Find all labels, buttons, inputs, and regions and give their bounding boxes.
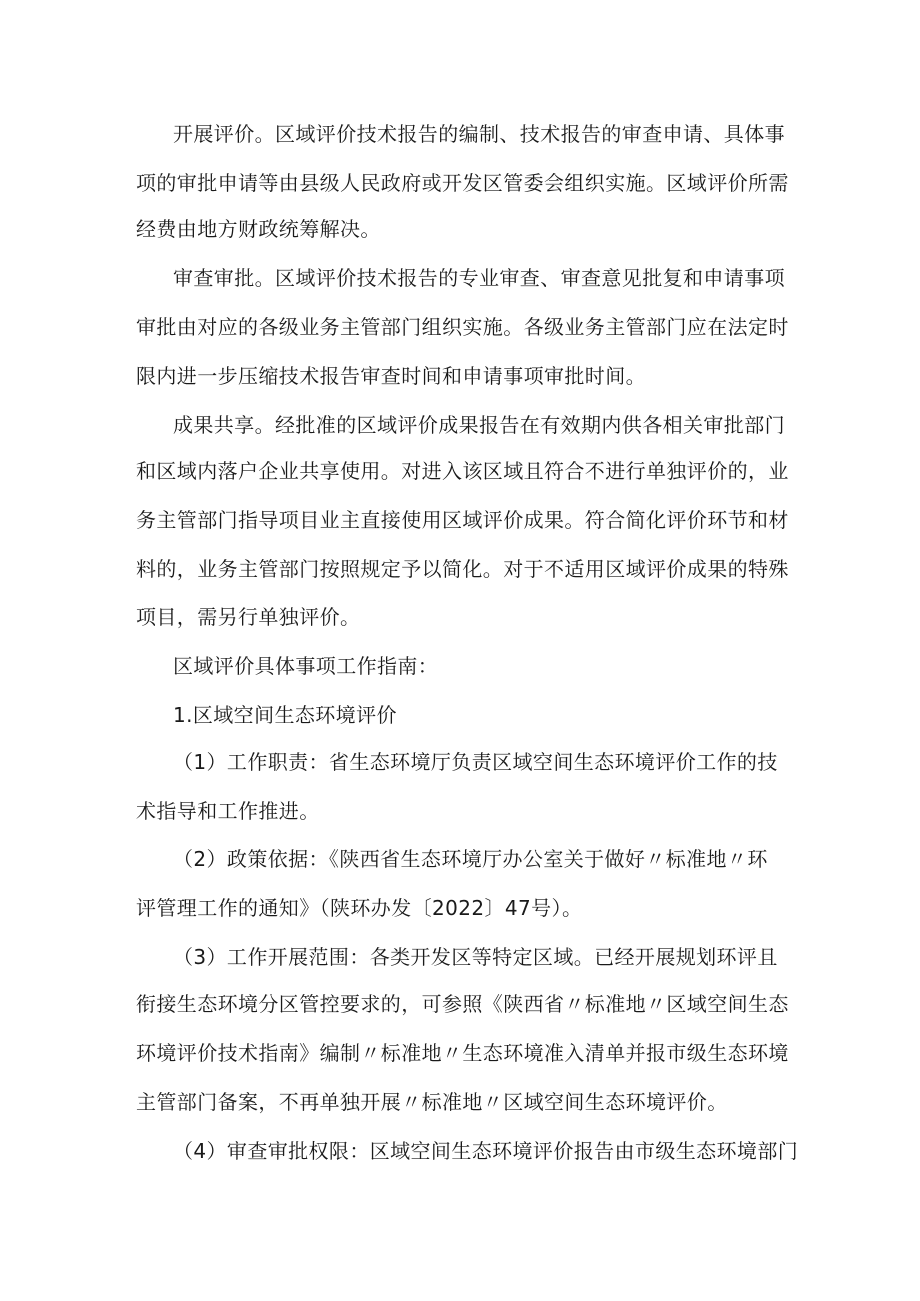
paragraph-line: 项目，需另行单独评价。 (136, 605, 361, 629)
paragraph-line: 开展评价。区域评价技术报告的编制、技术报告的审查申请、具体事 (173, 122, 785, 146)
item-line: （4）审查审批权限：区域空间生态环境评价报告由市级生态环境部门 (173, 1139, 799, 1163)
paragraph-line: 限内进一步压缩技术报告审查时间和申请事项审批时间。 (136, 364, 646, 388)
paragraph-line: 审查审批。区域评价技术报告的专业审查、审查意见批复和申请事项 (173, 266, 785, 290)
section-intro: 区域评价具体事项工作指南： (173, 654, 439, 678)
item-line: 衔接生态环境分区管控要求的，可参照《陕西省〃标准地〃区域空间生态 (136, 992, 789, 1016)
paragraph-line: 成果共享。经批准的区域评价成果报告在有效期内供各相关审批部门 (173, 413, 785, 437)
item-line: 主管部门备案，不再单独开展〃标准地〃区域空间生态环境评价。 (136, 1090, 728, 1114)
item-line: （3）工作开展范围：各类开发区等特定区域。已经开展规划环评且 (173, 945, 778, 969)
paragraph-line: 审批由对应的各级业务主管部门组织实施。各级业务主管部门应在法定时 (136, 315, 789, 339)
item-line: （2）政策依据：《陕西省生态环境厅办公室关于做好〃标准地〃环 (173, 847, 768, 871)
paragraph-line: 和区域内落户企业共享使用。对进入该区域且符合不进行单独评价的，业 (136, 459, 789, 483)
paragraph-line: 料的，业务主管部门按照规定予以简化。对于不适用区域评价成果的特殊 (136, 557, 789, 581)
paragraph-line: 经费由地方财政统筹解决。 (136, 217, 381, 241)
paragraph-line: 务主管部门指导项目业主直接使用区域评价成果。符合简化评价环节和材 (136, 508, 789, 532)
section-heading: 1.区域空间生态环境评价 (173, 703, 397, 727)
item-line: 环境评价技术指南》编制〃标准地〃生态环境准入清单并报市级生态环境 (136, 1041, 789, 1065)
item-line: 术指导和工作推进。 (136, 799, 320, 823)
paragraph-line: 项的审批申请等由县级人民政府或开发区管委会组织实施。区域评价所需 (136, 171, 789, 195)
item-line: 评管理工作的通知》（陕环办发〔2022〕47号）。 (136, 896, 583, 920)
item-line: （1）工作职责：省生态环境厅负责区域空间生态环境评价工作的技 (173, 750, 778, 774)
